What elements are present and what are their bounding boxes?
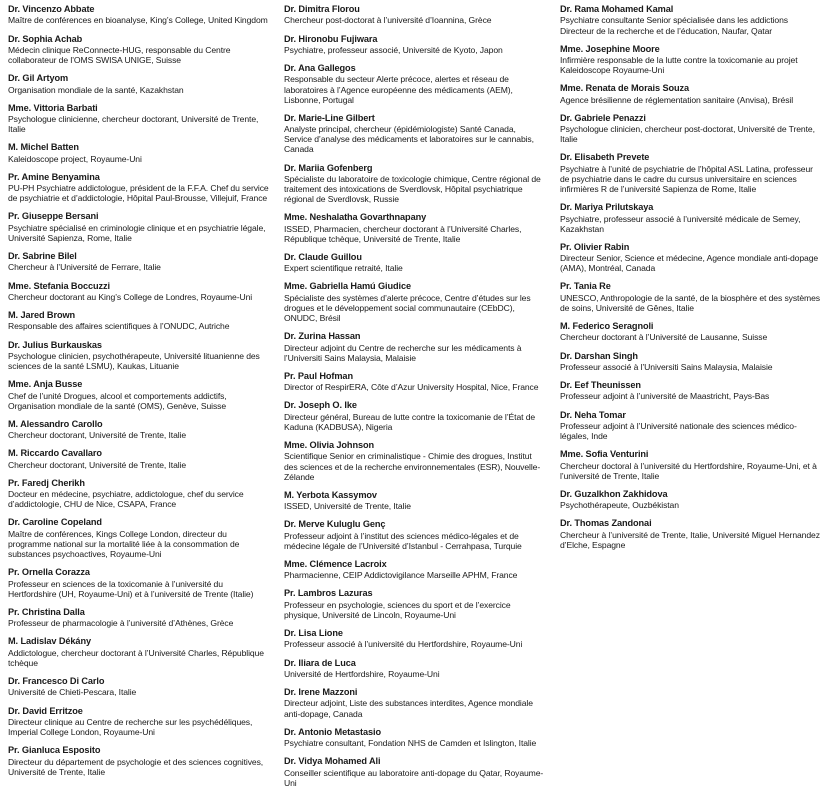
contributor-entry — [560, 380, 822, 402]
contributor-name: Dr. Mariya Prilutskaya — [560, 202, 654, 213]
contributor-entry — [284, 252, 546, 274]
contributor-name: Dr. Caroline Copeland — [8, 517, 102, 528]
contributor-affiliation: PU-PH Psychiatre addictologue, président de la F.F.A. Chef du service de psychiatrie et d’addictologie, Hôpital Paul-Brousse, Villejuif, France — [8, 183, 269, 204]
contributor-affiliation: Conseiller scientifique au laboratoire anti-dopage du Qatar, Royaume-Uni — [284, 767, 544, 788]
contributor-name: Dr. Vincenzo Abbate — [8, 4, 95, 14]
contributor-entry — [560, 449, 822, 481]
contributor-name: Dr. Neha Tomar — [560, 409, 626, 420]
contributor-entry — [560, 489, 822, 511]
contributor-entry — [560, 281, 822, 313]
contributor-entry — [8, 567, 270, 599]
contributor-affiliation: Chercheur à l’université de Trente, Italie, Université Miguel Hernandez d’Elche, Espagne — [560, 529, 820, 550]
contributor-entry — [8, 251, 270, 273]
contributor-entry — [284, 163, 546, 205]
contributor-affiliation: Psychiatre à l’unité de psychiatrie de l’hôpital ASL Latina, professeur de psychiatrie dans le cadre du cursus universitaire en sciences infirmières R de l’université Sapienza de Rome, Italie — [560, 163, 813, 195]
contributor-affiliation: Kaleidoscope project, Royaume-Uni — [8, 153, 142, 164]
contributor-column-3 — [560, 4, 822, 800]
contributor-name: Pr. Ornella Corazza — [8, 567, 90, 578]
contributor-name: Pr. Gianluca Esposito — [8, 745, 101, 756]
contributor-affiliation: ISSED, Pharmacien, chercheur doctorant à l’Université Charles, République tchèque, Université de Trente, Italie — [284, 223, 522, 244]
contributor-entry — [284, 658, 546, 680]
contributor-entry — [8, 142, 270, 164]
contributor-name: Dr. Claude Guillou — [284, 251, 362, 262]
contributor-affiliation: Professeur adjoint à l’Université nationale des sciences médico-légales, Inde — [560, 420, 797, 442]
contributor-affiliation: UNESCO, Anthropologie de la santé, de la biosphère et des systèmes de soins, Université de Gênes, Italie — [560, 292, 820, 313]
contributor-entry — [284, 113, 546, 155]
contributor-affiliation: ISSED, Université de Trente, Italie — [284, 501, 411, 512]
contributor-affiliation: Psychologue clinicienne, chercheur doctorant, Université de Trente, Italie — [8, 114, 259, 135]
contributor-column-1 — [8, 4, 270, 800]
contributor-name: Pr. Paul Hofman — [284, 370, 353, 381]
contributor-affiliation: Professeur adjoint à l’institut des sciences médico-légales et de médecine légale de l’Université d’Istanbul - Cerrahpasa, Turquie — [284, 530, 522, 551]
contributor-affiliation: Université de Chieti-Pescara, Italie — [8, 687, 137, 698]
contributor-entry — [8, 676, 270, 698]
contributor-name: Dr. Thomas Zandonai — [560, 518, 652, 529]
contributor-name: Mme. Clémence Lacroix — [284, 558, 387, 569]
contributor-name: Dr. Gabriele Penazzi — [560, 112, 646, 123]
contributor-affiliation: Professeur en sciences de la toxicomanie à l’université du Hertfordshire (UH, Royaume-Uni) et à l’université de Trente (Italie) — [8, 578, 254, 599]
contributor-affiliation: Psychiatre, professeur associé, Université de Kyoto, Japon — [284, 44, 503, 55]
contributor-name: Pr. Tania Re — [560, 281, 611, 292]
contributor-entry — [284, 34, 546, 56]
contributor-entry — [8, 4, 270, 26]
contributor-name: M. Ladislav Dékány — [8, 636, 91, 647]
contributor-entry — [8, 745, 270, 777]
contributor-affiliation: Scientifique Senior en criminalistique - Chimie des drogues, Institut des sciences et de la recherche environnementales (ESR), Nouvelle-Zélande — [284, 451, 541, 482]
contributor-entry — [560, 351, 822, 373]
contributor-name: Pr. Amine Benyamina — [8, 171, 100, 182]
contributor-name: Dr. Sophia Achab — [8, 33, 83, 44]
contributor-affiliation: Responsable des affaires scientifiques à l’ONUDC, Autriche — [8, 321, 230, 332]
contributor-affiliation: Chercheur doctorant, Université de Trente, Italie — [8, 459, 187, 470]
contributor-entry — [284, 440, 546, 482]
contributor-entry — [284, 63, 546, 105]
contributor-entry — [284, 371, 546, 393]
contributor-name: Dr. Irene Mazzoni — [284, 687, 358, 698]
contributor-affiliation: Professeur de pharmacologie à l’université d’Athènes, Grèce — [8, 618, 234, 629]
contributor-entry — [8, 34, 270, 66]
contributor-entry — [284, 490, 546, 512]
contributor-name: Mme. Renata de Morais Souza — [560, 83, 690, 94]
contributor-name: Dr. Francesco Di Carlo — [8, 676, 105, 687]
contributor-entry — [8, 636, 270, 668]
contributor-entry — [8, 310, 270, 332]
contributor-affiliation: Spécialiste des systèmes d’alerte précoce, Centre d’études sur les drogues et le développement social communautaire (CEbDC), ONUDC, Brésil — [284, 292, 531, 324]
contributor-affiliation: Expert scientifique retraité, Italie — [284, 263, 403, 274]
contributor-affiliation: Pharmacienne, CEIP Addictovigilance Marseille APHM, France — [284, 570, 518, 581]
contributor-entry — [8, 73, 270, 95]
contributor-name: Dr. Marie-Line Gilbert — [284, 112, 375, 123]
contributor-affiliation: Docteur en médecine, psychiatre, addictologue, chef du service d’addictologie, CHU de Nice, CSAPA, France — [8, 489, 244, 510]
contributor-name: M. Michel Batten — [8, 142, 79, 153]
contributor-entry — [8, 103, 270, 135]
contributor-entry — [284, 756, 546, 788]
contributor-affiliation: Chercheur doctoral à l’université du Hertfordshire, Royaume-Uni, et à l’université de Trente, Italie — [560, 460, 817, 481]
contributor-affiliation: Professeur adjoint à l’université de Maastricht, Pays-Bas — [560, 391, 770, 402]
contributor-entry — [560, 410, 822, 442]
contributor-affiliation: Chercheur doctorant au King’s College de Londres, Royaume-Uni — [8, 291, 253, 302]
contributor-name: Mme. Stefania Boccuzzi — [8, 280, 110, 291]
contributor-entry — [8, 211, 270, 243]
contributor-name: Dr. Ana Gallegos — [284, 63, 356, 73]
contributor-name: Dr. David Erritzoe — [8, 705, 83, 716]
contributor-affiliation: Chercheur doctorant à l’Université de Lausanne, Suisse — [560, 332, 768, 343]
contributor-affiliation: Infirmière responsable de la lutte contre la toxicomanie au projet Kaleidoscope Royaume-Uni — [560, 55, 798, 76]
contributor-entry — [8, 379, 270, 411]
contributor-name: Dr. Elisabeth Prevete — [560, 152, 650, 163]
contributor-affiliation: Directeur adjoint, Liste des substances interdites, Agence mondiale anti-dopage, Canada — [284, 698, 533, 719]
contributor-name: Mme. Sofia Venturini — [560, 449, 649, 460]
contributor-entry — [284, 212, 546, 244]
contributor-name: M. Alessandro Carollo — [8, 418, 103, 429]
contributor-affiliation: Psychologue clinicien, chercheur post-doctorat, Université de Trente, Italie — [560, 124, 815, 145]
contributor-name: Dr. Iliara de Luca — [284, 657, 356, 668]
contributor-entry — [8, 607, 270, 629]
contributor-affiliation: Spécialiste du laboratoire de toxicologie chimique, Centre régional de traitement des intoxications de Sverdlovsk, Hôpital psychiatrique régional de Sverdlovsk, Russie — [284, 173, 541, 205]
contributor-affiliation: Chercheur à l’Université de Ferrare, Italie — [8, 262, 161, 273]
contributor-entry — [8, 517, 270, 559]
contributor-entry — [8, 448, 270, 470]
contributor-affiliation: Psychologue clinicien, psychothérapeute, Université lituanienne des sciences de la santé LSMU), Kaukas, Lituanie — [8, 350, 260, 372]
contributor-name: M. Federico Seragnoli — [560, 321, 654, 332]
contributor-name: Dr. Zurina Hassan — [284, 331, 361, 342]
contributor-affiliation: Responsable du secteur Alerte précoce, alertes et réseau de laboratoires à l’Agence européenne des médicaments (AEM), Lisbonne, Portugal — [284, 74, 513, 105]
contributor-affiliation: Addictologue, chercheur doctorant à l’Université Charles, République tchèque — [8, 647, 264, 668]
contributor-entry — [560, 83, 822, 105]
contributor-name: Dr. Guzalkhon Zakhidova — [560, 488, 668, 499]
contributor-affiliation: Organisation mondiale de la santé, Kazakhstan — [8, 84, 184, 95]
contributor-affiliation: Professeur associé à l’université du Hertfordshire, Royaume-Uni — [284, 639, 523, 650]
contributor-name: Pr. Giuseppe Bersani — [8, 211, 99, 222]
contributor-entry — [284, 588, 546, 620]
contributor-affiliation: Directeur général, Bureau de lutte contre la toxicomanie de l’État de Kaduna (KADBUSA), Nigeria — [284, 411, 536, 432]
contributor-name: Dr. Eef Theunissen — [560, 380, 641, 391]
contributor-affiliation: Directeur adjoint du Centre de recherche sur les médicaments à l’Universiti Sains Malaysia, Malaisie — [284, 342, 522, 363]
contributor-affiliation: Psychiatre spécialisé en criminologie clinique et en psychiatrie légale, Université Sapienza, Rome, Italie — [8, 222, 266, 243]
contributor-entry — [8, 340, 270, 372]
contributor-entry — [560, 44, 822, 76]
contributor-entry — [284, 559, 546, 581]
contributor-name: Dr. Sabrine Bilel — [8, 251, 77, 262]
contributor-entry — [284, 519, 546, 551]
contributor-entry — [560, 4, 822, 36]
contributor-name: Dr. Gil Artyom — [8, 73, 69, 84]
contributor-name: Dr. Hironobu Fujiwara — [284, 33, 378, 44]
contributor-name: Dr. Darshan Singh — [560, 350, 638, 361]
contributor-name: Mme. Olivia Johnson — [284, 440, 374, 451]
contributor-name: Pr. Olivier Rabin — [560, 241, 630, 252]
contributor-name: Dr. Mariia Gofenberg — [284, 162, 373, 173]
contributor-affiliation: Psychiatre, professeur associé à l’université médicale de Semey, Kazakhstan — [560, 213, 801, 234]
contributor-affiliation: Directeur Senior, Science et médecine, Agence mondiale anti-dopage (AMA), Montréal, Canada — [560, 253, 819, 274]
contributor-affiliation: Psychothérapeute, Ouzbékistan — [560, 500, 679, 511]
contributor-name: Pr. Faredj Cherikh — [8, 477, 85, 488]
contributor-entry — [284, 687, 546, 719]
contributor-name: M. Riccardo Cavallaro — [8, 448, 102, 459]
contributor-name: Mme. Josephine Moore — [560, 43, 660, 54]
contributor-entry — [560, 152, 822, 194]
contributor-name: Mme. Vittoria Barbati — [8, 102, 98, 113]
contributor-name: Dr. Julius Burkauskas — [8, 339, 102, 350]
contributor-affiliation: Université de Hertfordshire, Royaume-Uni — [284, 668, 440, 679]
contributor-name: Dr. Rama Mohamed Kamal — [560, 4, 674, 14]
contributor-name: Dr. Dimitra Florou — [284, 4, 360, 14]
contributor-entry — [8, 419, 270, 441]
contributor-entry — [284, 727, 546, 749]
contributor-affiliation: Professeur en psychologie, sciences du sport et de l’exercice physique, Université de Lincoln, Royaume-Uni — [284, 599, 511, 620]
contributor-name: Pr. Christina Dalla — [8, 606, 85, 617]
contributor-entry — [560, 242, 822, 274]
contributor-affiliation: Maître de conférences en bioanalyse, King’s College, United Kingdom — [8, 15, 268, 26]
contributor-affiliation: Analyste principal, chercheur (épidémiologiste) Santé Canada, Service d’analyse des médicaments et laboratoires sur le cannabis, Canada — [284, 124, 534, 155]
contributor-name: Mme. Anja Busse — [8, 379, 83, 390]
contributor-entry — [284, 281, 546, 323]
contributor-name: Dr. Merve Kuluglu Genç — [284, 519, 386, 530]
contributor-entry — [560, 321, 822, 343]
contributor-name: Dr. Lisa Lione — [284, 628, 343, 639]
contributor-entry — [8, 172, 270, 204]
contributor-entry — [560, 202, 822, 234]
contributor-affiliation: Médecin clinique ReConnecte-HUG, responsable du Centre collaborateur de l’OMS SWISA UNIGE, Suisse — [8, 44, 231, 65]
contributor-affiliation: Professeur associé à l’Universiti Sains Malaysia, Malaisie — [560, 361, 773, 372]
contributor-entry — [560, 518, 822, 550]
contributor-name: M. Yerbota Kassymov — [284, 489, 377, 500]
contributor-affiliation: Agence brésilienne de réglementation sanitaire (Anvisa), Brésil — [560, 94, 794, 105]
contributor-entry — [284, 4, 546, 26]
contributor-affiliation: Chercheur post-doctorat à l’université d’Ioannina, Grèce — [284, 15, 492, 26]
contributor-entry — [8, 478, 270, 510]
contributor-name: Dr. Joseph O. Ike — [284, 400, 357, 411]
contributor-name: Dr. Vidya Mohamed Ali — [284, 756, 381, 767]
contributor-affiliation: Directeur du département de psychologie et des sciences cognitives, Université de Trente, Italie — [8, 756, 264, 777]
contributor-entry — [284, 400, 546, 432]
contributor-name: Mme. Neshalatha Govarthnapany — [284, 212, 427, 223]
contributor-name: Mme. Gabriella Hamú Giudice — [284, 281, 411, 292]
contributor-entry — [284, 331, 546, 363]
contributor-name: Dr. Antonio Metastasio — [284, 726, 381, 737]
contributor-affiliation: Psychiatre consultante Senior spécialisée dans les addictions Directeur de la recherche et de l’éducation, Naufar, Qatar — [560, 15, 788, 36]
contributor-entry — [284, 628, 546, 650]
contributor-affiliation: Chef de l’unité Drogues, alcool et comportements addictifs, Organisation mondiale de la santé (OMS), Genève, Suisse — [8, 390, 227, 411]
contributor-affiliation: Maître de conférences, Kings College London, directeur du programme national sur la mortalité liée à la consommation de substances psychoactives, Royaume-Uni — [8, 528, 240, 560]
contributor-name: M. Jared Brown — [8, 310, 76, 321]
contributor-affiliation: Director of RespirERA, Côte d’Azur University Hospital, Nice, France — [284, 382, 539, 393]
contributor-affiliation: Chercheur doctorant, Université de Trente, Italie — [8, 430, 187, 441]
contributor-entry — [8, 706, 270, 738]
contributor-entry — [560, 113, 822, 145]
contributor-affiliation: Directeur clinique au Centre de recherche sur les psychédéliques, Imperial College London, Royaume-Uni — [8, 716, 253, 738]
contributor-column-2 — [284, 4, 546, 800]
contributor-name: Pr. Lambros Lazuras — [284, 588, 373, 599]
contributor-affiliation: Psychiatre consultant, Fondation NHS de Camden et Islington, Italie — [284, 738, 537, 749]
contributor-entry — [8, 281, 270, 303]
